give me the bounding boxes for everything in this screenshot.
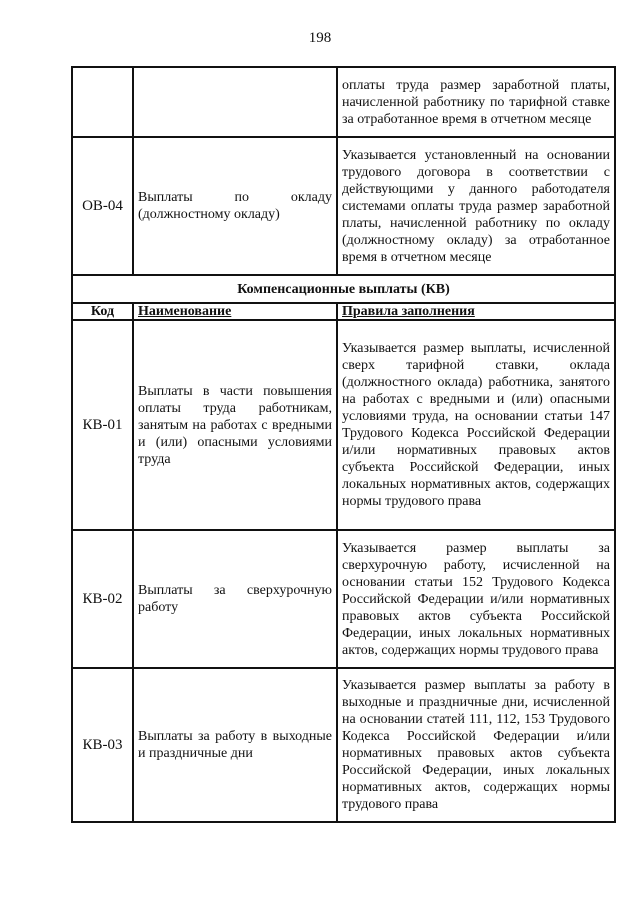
table-row [72, 137, 615, 275]
column-header-name: Наименование [133, 303, 337, 320]
row-rule: Указывается размер выплаты за работу в выходные и праздничные дни, исчисленной на основании статей 111, 112, 153 Трудового Кодекса Российской Федерации и/или нормативных правовых актов субъекта Российской Федерации, иных локальных нормативных актов, содержащих нормы трудового права [337, 668, 615, 822]
column-header-rule: Правила заполнения [337, 303, 615, 320]
table-row [72, 320, 615, 530]
row-rule: оплаты труда размер заработной платы, начисленной работнику по тарифной ставке за отработанное время в отчетном месяце [337, 67, 615, 137]
row-code: ОВ-04 [72, 137, 133, 275]
row-name: Выплаты за сверхурочную работу [133, 530, 337, 668]
row-code: КВ-03 [72, 668, 133, 822]
row-code: КВ-01 [72, 320, 133, 530]
page-number: 198 [308, 30, 332, 46]
section-header-row [72, 275, 615, 303]
row-rule: Указывается размер выплаты, исчисленной сверх тарифной ставки, оклада (должностного оклада) работника, занятого на работах с вредными и (или) опасными условиями труда, на основании статьи 147 Трудового Кодекса Российской Федерации и/или нормативных правовых актов субъекта Российской Федерации, иных локальных нормативных актов, содержащих нормы трудового права [337, 320, 615, 530]
row-name [133, 67, 337, 137]
row-rule: Указывается установленный на основании трудового договора в соответствии с действующими у данного работодателя системами оплаты труда размер заработной платы, начисленной работнику по окладу (должностному окладу) за отработанное время в отчетном месяце [337, 137, 615, 275]
row-name: Выплаты в части повышения оплаты труда работникам, занятым на работах с вредными и (или) опасными условиями труда [133, 320, 337, 530]
table-row [72, 668, 615, 822]
table-row [72, 67, 615, 137]
row-name: Выплаты за работу в выходные и праздничные дни [133, 668, 337, 822]
payments-table [71, 66, 616, 823]
row-code [72, 67, 133, 137]
row-code: КВ-02 [72, 530, 133, 668]
section-title: Компенсационные выплаты (КВ) [72, 275, 615, 303]
column-header-code: Код [72, 303, 133, 320]
row-name: Выплаты по окладу (должностному окладу) [133, 137, 337, 275]
column-header-row [72, 303, 615, 320]
row-rule: Указывается размер выплаты за сверхурочную работу, исчисленной на основании статьи 152 Трудового Кодекса Российской Федерации и/или нормативных правовых актов субъекта Российской Федерации, иных локальных нормативных актов, содержащих нормы трудового права [337, 530, 615, 668]
table-row [72, 530, 615, 668]
